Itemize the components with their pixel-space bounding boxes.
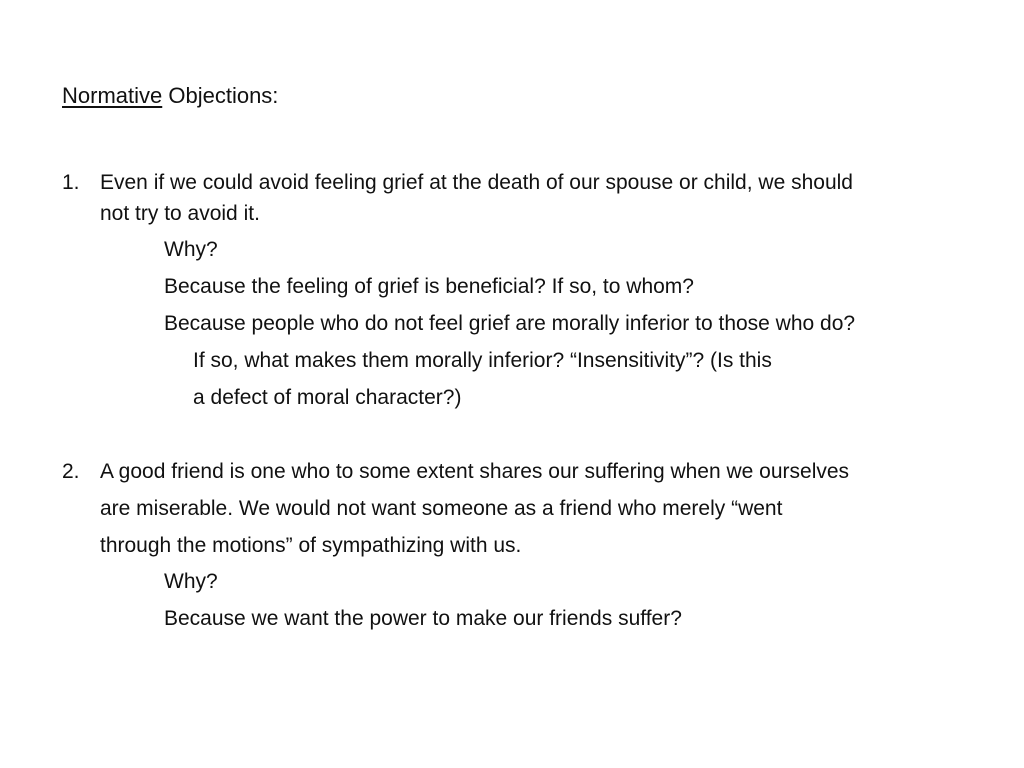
item-2-line-1: A good friend is one who to some extent shares our suffering when we ourselves [100,460,850,483]
slide-heading [62,81,278,111]
item-2-sub-why: Why? [164,570,218,593]
item-2-line-2: are miserable. We would not want someone as a friend who merely “went [100,497,783,520]
item-1-sub-why: Why? [164,238,218,261]
item-1-line-1: Even if we could avoid feeling grief at the death of our spouse or child, we should [100,171,853,194]
item-2-sub-power: Because we want the power to make our friends suffer? [164,607,682,630]
item-1-number: 1. [62,171,80,194]
item-1-sub-morally-inferior: Because people who do not feel grief are morally inferior to those who do? [164,312,856,335]
item-1-line-2: not try to avoid it. [100,202,260,225]
heading-underlined-word: Normative [62,83,163,108]
item-1-sub-beneficial: Because the feeling of grief is beneficial? If so, to whom? [164,275,694,298]
item-2-number: 2. [62,460,80,483]
item-1-subsub-line-2: a defect of moral character?) [193,386,462,409]
heading-rest: Objections: [162,83,279,108]
item-2-line-3: through the motions” of sympathizing with us. [100,534,522,557]
item-1-subsub-line-1: If so, what makes them morally inferior? “Insensitivity”? (Is this [193,349,772,372]
